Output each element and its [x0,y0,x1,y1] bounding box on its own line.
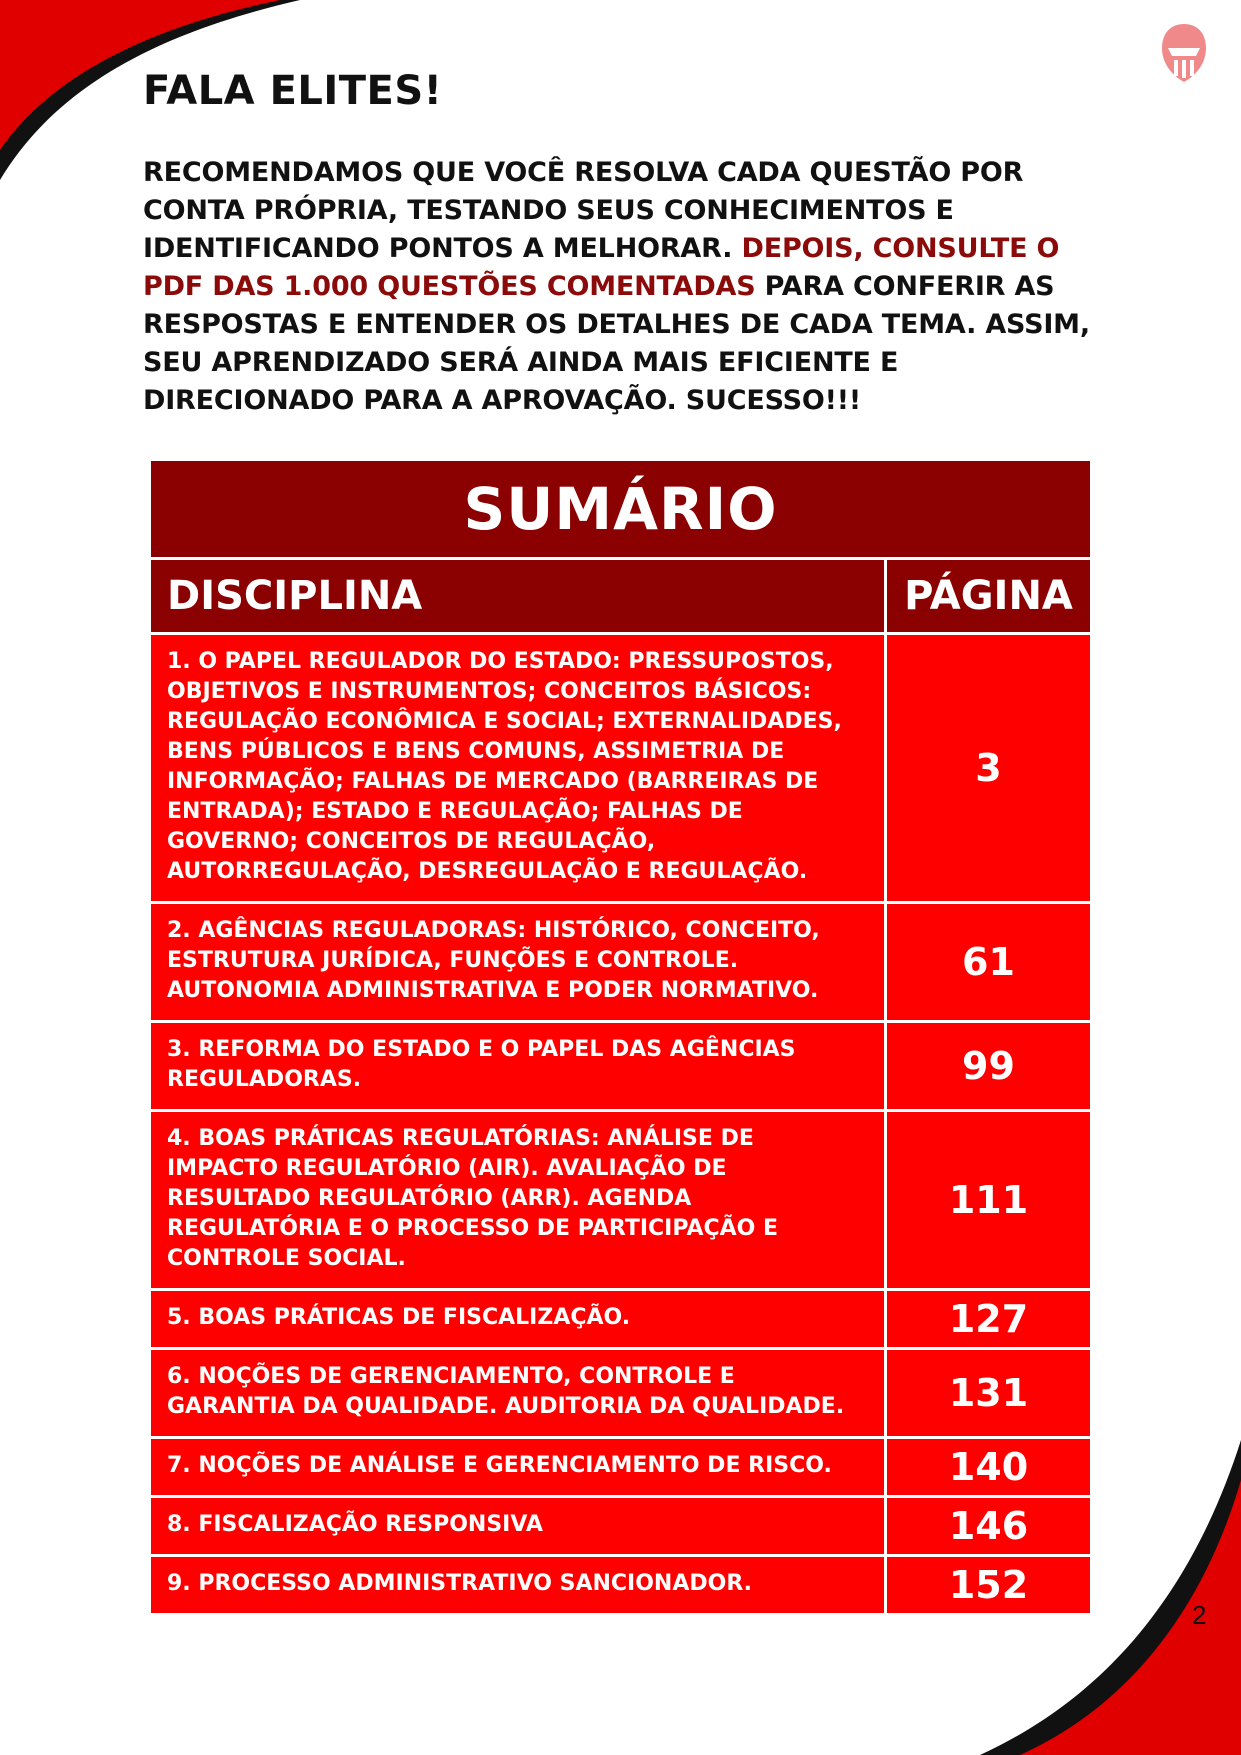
page-cell: 146 [886,1497,1092,1556]
page-cell: 99 [886,1022,1092,1111]
topic-cell: 6. NOÇÕES DE GERENCIAMENTO, CONTROLE E GARANTIA DA QUALIDADE. AUDITORIA DA QUALIDADE. [150,1349,886,1438]
topic-cell: 2. AGÊNCIAS REGULADORAS: HISTÓRICO, CONCEITO, ESTRUTURA JURÍDICA, FUNÇÕES E CONTROLE. AUTONOMIA ADMINISTRATIVA E PODER NORMATIVO. [150,903,886,1022]
intro-paragraph [143,154,1103,420]
table-row [150,1438,1092,1497]
intro-text-1: RECOMENDAMOS QUE VOCÊ RESOLVA CADA QUESTÃO POR CONTA PRÓPRIA, TESTANDO SEUS CONHECIMENTOS E IDENTIFICANDO PONTOS A MELHORAR. [143,157,1024,264]
intro-highlight: DEPOIS, CONSULTE O PDF DAS 1.000 QUESTÕES COMENTADAS [143,233,1060,302]
intro-text-2: PARA CONFERIR AS RESPOSTAS E ENTENDER OS DETALHES DE CADA TEMA. ASSIM, SEU APRENDIZADO SERÁ AINDA MAIS EFICIENTE E DIRECIONADO PARA A APROVAÇÃO. SUCESSO!!! [143,271,1090,416]
page-cell: 131 [886,1349,1092,1438]
page-cell: 127 [886,1290,1092,1349]
page-cell: 152 [886,1556,1092,1615]
table-row [150,1290,1092,1349]
page-cell: 140 [886,1438,1092,1497]
table-row [150,1111,1092,1290]
table-row [150,1349,1092,1438]
helmet-logo-icon [1160,22,1208,84]
table-row [150,1022,1092,1111]
topic-cell: 8. FISCALIZAÇÃO RESPONSIVA [150,1497,886,1556]
page-cell: 111 [886,1111,1092,1290]
table-row [150,903,1092,1022]
greeting-title: FALA ELITES! [143,68,443,114]
table-row [150,1556,1092,1615]
topic-cell: 5. BOAS PRÁTICAS DE FISCALIZAÇÃO. [150,1290,886,1349]
summary-header-row [150,559,1092,634]
topic-cell: 7. NOÇÕES DE ANÁLISE E GERENCIAMENTO DE RISCO. [150,1438,886,1497]
topic-cell: 3. REFORMA DO ESTADO E O PAPEL DAS AGÊNCIAS REGULADORAS. [150,1022,886,1111]
summary-table [148,458,1093,1616]
page-number: 2 [1192,1600,1207,1630]
page-cell: 3 [886,634,1092,903]
summary-title: SUMÁRIO [150,460,1092,559]
summary-title-row [150,460,1092,559]
column-header-page: PÁGINA [886,559,1092,634]
page-cell: 61 [886,903,1092,1022]
table-row [150,634,1092,903]
column-header-discipline: DISCIPLINA [150,559,886,634]
topic-cell: 1. O PAPEL REGULADOR DO ESTADO: PRESSUPOSTOS, OBJETIVOS E INSTRUMENTOS; CONCEITOS BÁSICOS: REGULAÇÃO ECONÔMICA E SOCIAL; EXTERNALIDADES, BENS PÚBLICOS E BENS COMUNS, ASSIMETRIA DE INFORMAÇÃO; FALHAS DE MERCADO (BARREIRAS DE ENTRADA); ESTADO E REGULAÇÃO; FALHAS DE GOVERNO; CONCEITOS DE REGULAÇÃO, AUTORREGULAÇÃO, DESREGULAÇÃO E REGULAÇÃO. [150,634,886,903]
topic-cell: 9. PROCESSO ADMINISTRATIVO SANCIONADOR. [150,1556,886,1615]
table-row [150,1497,1092,1556]
topic-cell: 4. BOAS PRÁTICAS REGULATÓRIAS: ANÁLISE DE IMPACTO REGULATÓRIO (AIR). AVALIAÇÃO DE RESULTADO REGULATÓRIO (ARR). AGENDA REGULATÓRIA E O PROCESSO DE PARTICIPAÇÃO E CONTROLE SOCIAL. [150,1111,886,1290]
